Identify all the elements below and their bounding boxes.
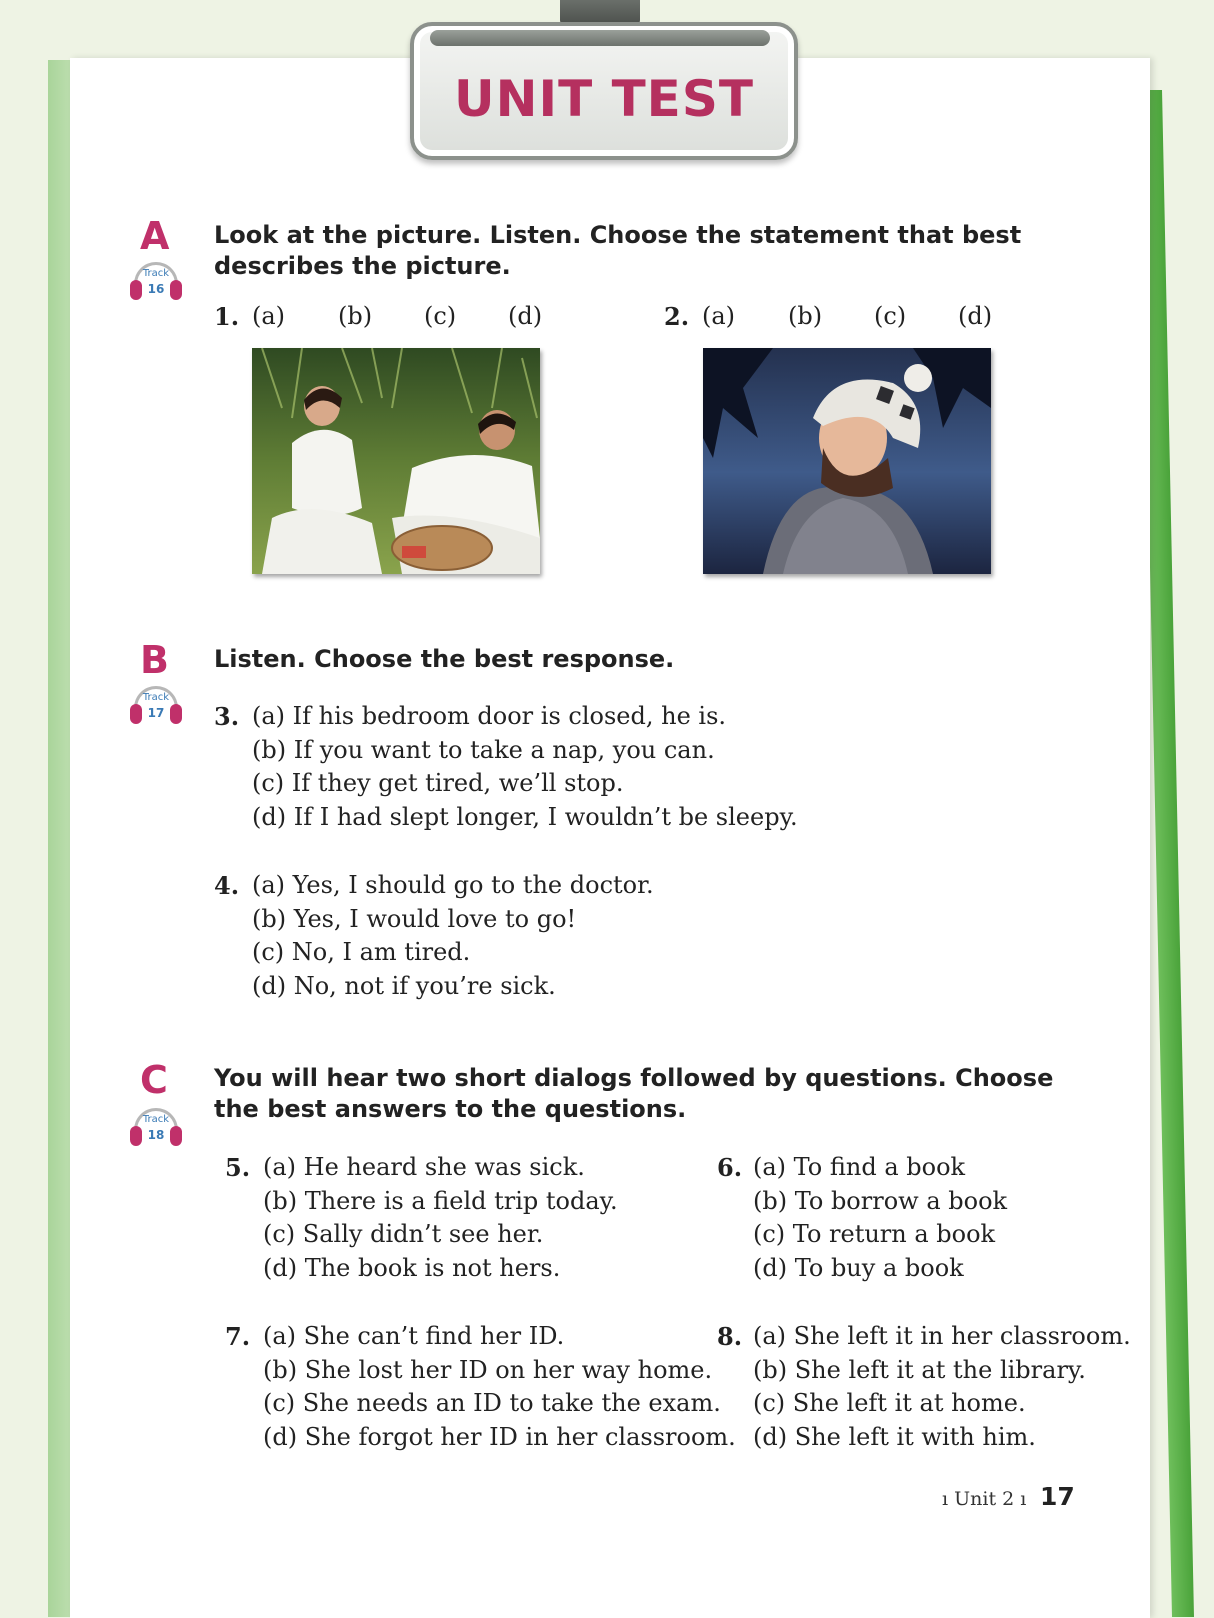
track-number: 18 <box>147 1128 165 1142</box>
option-c[interactable]: (c) If they get tired, we’ll stop. <box>252 769 624 797</box>
section-a-letter: A <box>140 214 170 258</box>
option-a[interactable]: (a) She left it in her classroom. <box>753 1322 1131 1350</box>
option-b[interactable]: (b) Yes, I would love to go! <box>252 904 577 933</box>
track-number: 16 <box>147 282 165 296</box>
option-b[interactable]: (b) If you want to take a nap, you can. <box>252 735 715 764</box>
question-1 <box>214 302 543 331</box>
option-b[interactable]: (b) To borrow a book <box>753 1186 1008 1215</box>
track-number: 17 <box>147 706 165 720</box>
option-c[interactable]: (c) <box>874 302 907 330</box>
option-b[interactable]: (b) <box>788 302 823 330</box>
picnic-scene <box>252 348 540 574</box>
option-c[interactable]: (c) She left it at home. <box>753 1389 1026 1417</box>
page-number: 17 <box>1040 1482 1075 1511</box>
question-6 <box>717 1151 1107 1287</box>
section-b-letter: B <box>140 638 169 682</box>
option-c[interactable]: (c) To return a book <box>753 1220 996 1248</box>
question-3 <box>214 700 814 836</box>
track-17-badge[interactable] <box>130 686 182 726</box>
option-d[interactable]: (d) To buy a book <box>753 1253 964 1282</box>
question-number: 3. <box>214 702 240 731</box>
section-b-instruction: Listen. Choose the best response. <box>214 645 675 673</box>
winter-scene <box>703 348 991 574</box>
option-c[interactable]: (c) Sally didn’t see her. <box>263 1220 544 1248</box>
option-a[interactable]: (a) To find a book <box>753 1153 966 1181</box>
question-number: 6. <box>717 1153 743 1182</box>
option-b[interactable]: (b) <box>338 302 373 330</box>
question-number: 2. <box>664 302 690 331</box>
footer-unit-label: ı Unit 2 ı <box>942 1488 1027 1510</box>
question-number: 4. <box>214 871 240 900</box>
option-a[interactable]: (a) <box>252 302 286 330</box>
option-c[interactable]: (c) No, I am tired. <box>252 938 471 966</box>
picnic-couple-photo <box>252 348 540 574</box>
option-c[interactable]: (c) She needs an ID to take the exam. <box>263 1389 721 1417</box>
clip-bar <box>430 30 770 46</box>
question-7 <box>225 1320 736 1456</box>
option-d[interactable]: (d) No, not if you’re sick. <box>252 971 556 1000</box>
option-d[interactable]: (d) She left it with him. <box>753 1422 1036 1451</box>
track-label: Track <box>142 1114 170 1125</box>
section-a-instruction: Look at the picture. Listen. Choose the statement that best describes the picture. <box>214 221 1022 280</box>
section-c-letter: C <box>140 1058 168 1102</box>
track-label: Track <box>142 692 170 703</box>
page-title: UNIT TEST <box>454 70 754 128</box>
question-number: 8. <box>717 1322 743 1351</box>
option-b[interactable]: (b) She left it at the library. <box>753 1355 1086 1384</box>
option-c[interactable]: (c) <box>424 302 457 330</box>
option-a[interactable]: (a) He heard she was sick. <box>263 1153 585 1181</box>
option-d[interactable]: (d) <box>958 302 993 330</box>
question-number: 7. <box>225 1322 251 1351</box>
track-16-badge[interactable] <box>130 262 182 302</box>
question-number: 5. <box>225 1153 251 1182</box>
option-d[interactable]: (d) If I had slept longer, I wouldn’t be sleepy. <box>252 802 798 831</box>
option-d[interactable]: (d) <box>508 302 543 330</box>
section-c-instruction: You will hear two short dialogs followed by questions. Choose the best answers to the questions. <box>214 1064 1054 1123</box>
woman-winter-hat-photo <box>703 348 991 574</box>
option-d[interactable]: (d) The book is not hers. <box>263 1253 561 1282</box>
question-8 <box>717 1320 1131 1456</box>
option-d[interactable]: (d) She forgot her ID in her classroom. <box>263 1422 736 1451</box>
option-b[interactable]: (b) There is a field trip today. <box>263 1186 618 1215</box>
track-18-badge[interactable] <box>130 1108 182 1148</box>
option-a[interactable]: (a) <box>702 302 736 330</box>
question-5 <box>225 1151 695 1287</box>
question-4 <box>214 869 814 1005</box>
option-a[interactable]: (a) Yes, I should go to the doctor. <box>252 871 654 899</box>
option-b[interactable]: (b) She lost her ID on her way home. <box>263 1355 713 1384</box>
option-a[interactable]: (a) She can’t find her ID. <box>263 1322 565 1350</box>
track-label: Track <box>142 268 170 279</box>
question-number: 1. <box>214 302 240 331</box>
option-a[interactable]: (a) If his bedroom door is closed, he is. <box>252 702 727 730</box>
question-2 <box>664 302 993 331</box>
